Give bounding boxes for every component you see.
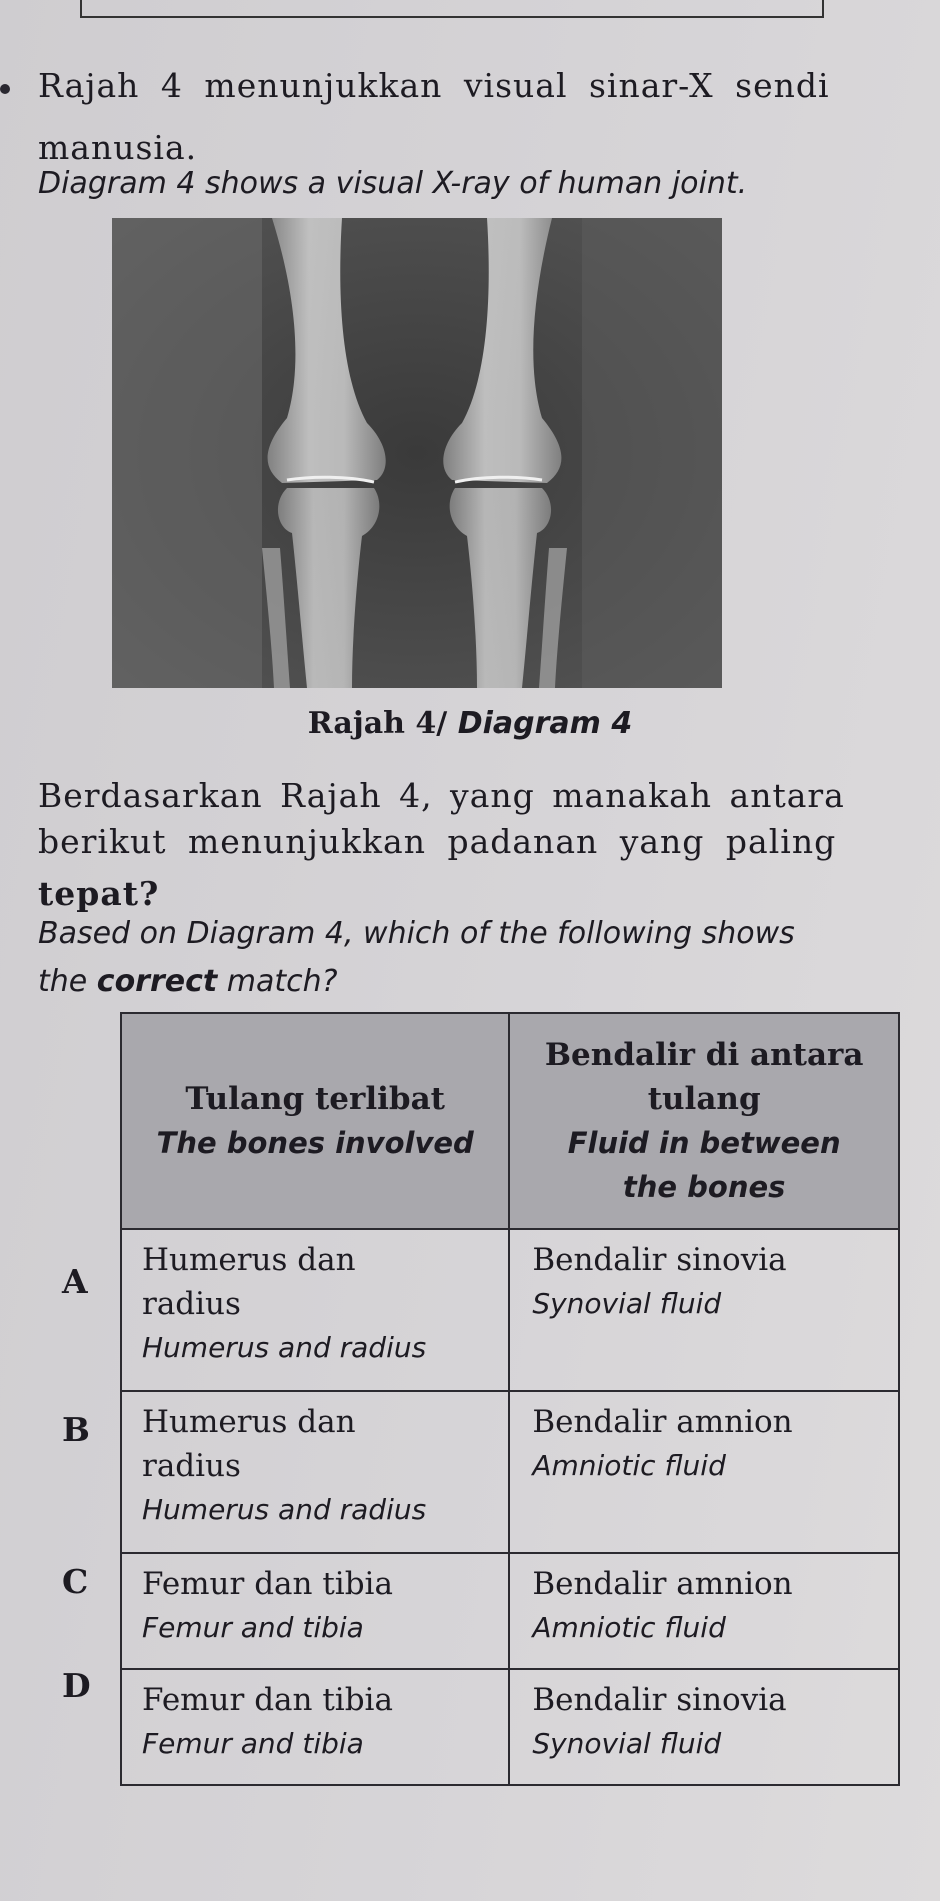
row-d-bones-malay: Femur dan tibia	[142, 1682, 393, 1718]
row-a-bones-english: Humerus and radius	[142, 1331, 427, 1364]
prompt-english-line2	[38, 964, 338, 999]
row-a-fluid-malay: Bendalir sinovia	[532, 1242, 787, 1278]
header-fluid-malay-line1: Bendalir di antara	[544, 1037, 864, 1073]
intro-malay-line1: Rajah 4 menunjukkan visual sinar-X sendi	[38, 66, 830, 105]
table-row	[121, 1391, 899, 1553]
caption-malay: Rajah 4/	[307, 706, 448, 741]
knee-xray-illustration	[112, 218, 722, 688]
prompt-english-pre: the	[38, 964, 97, 999]
row-c-bones-english: Femur and tibia	[142, 1611, 364, 1644]
prompt-malay-line2: berikut menunjukkan padanan yang paling	[38, 822, 837, 861]
row-b-bones-malay-line1: Humerus dan	[142, 1404, 356, 1440]
row-d-fluid-english: Synovial fluid	[532, 1727, 722, 1760]
row-b-bones-malay-line2: radius	[142, 1448, 241, 1484]
option-d-label[interactable]: D	[62, 1666, 91, 1705]
header-fluid-english-line1: Fluid in between	[567, 1126, 841, 1160]
row-c-fluid-english: Amniotic fluid	[532, 1611, 726, 1644]
row-a-bones-malay-line1: Humerus dan	[142, 1242, 356, 1278]
row-b-bones-english: Humerus and radius	[142, 1493, 427, 1526]
row-a-fluid-english: Synovial fluid	[532, 1287, 722, 1320]
row-d-bones	[121, 1669, 509, 1785]
option-c-label[interactable]: C	[62, 1562, 89, 1601]
row-b-fluid-english: Amniotic fluid	[532, 1449, 726, 1482]
row-a-bones	[121, 1229, 509, 1391]
intro-malay-line2: manusia.	[38, 128, 198, 167]
option-b-label[interactable]: B	[62, 1410, 90, 1449]
header-fluid-english-line2: the bones	[622, 1170, 786, 1204]
xray-image	[112, 218, 722, 688]
header-bones-english: The bones involved	[156, 1126, 474, 1160]
intro-english: Diagram 4 shows a visual X-ray of human joint.	[38, 166, 748, 201]
prompt-malay-line1: Berdasarkan Rajah 4, yang manakah antara	[38, 776, 845, 815]
row-b-bones	[121, 1391, 509, 1553]
row-b-fluid-malay: Bendalir amnion	[532, 1404, 793, 1440]
table-row	[121, 1229, 899, 1391]
header-fluid	[509, 1013, 899, 1229]
previous-question-box	[80, 0, 824, 18]
prompt-english-line1: Based on Diagram 4, which of the following shows	[38, 916, 795, 951]
header-bones-malay: Tulang terlibat	[185, 1081, 445, 1117]
prompt-malay-line3: tepat?	[38, 874, 160, 913]
row-c-bones	[121, 1553, 509, 1669]
answer-table	[120, 1012, 900, 1786]
prompt-english-emphasis: correct	[96, 964, 218, 999]
table-row	[121, 1669, 899, 1785]
table-row	[121, 1553, 899, 1669]
row-b-fluid	[509, 1391, 899, 1553]
row-d-fluid	[509, 1669, 899, 1785]
row-a-fluid	[509, 1229, 899, 1391]
prompt-english-post: match?	[217, 964, 338, 999]
row-a-bones-malay-line2: radius	[142, 1286, 241, 1322]
caption-english: Diagram 4	[457, 706, 633, 741]
table-header-row	[121, 1013, 899, 1229]
option-a-label[interactable]: A	[62, 1262, 88, 1301]
question-bullet	[0, 84, 10, 94]
row-d-fluid-malay: Bendalir sinovia	[532, 1682, 787, 1718]
row-c-fluid-malay: Bendalir amnion	[532, 1566, 793, 1602]
row-c-bones-malay: Femur dan tibia	[142, 1566, 393, 1602]
row-c-fluid	[509, 1553, 899, 1669]
header-fluid-malay-line2: tulang	[647, 1081, 761, 1117]
row-d-bones-english: Femur and tibia	[142, 1727, 364, 1760]
header-bones	[121, 1013, 509, 1229]
diagram-caption	[0, 706, 940, 741]
